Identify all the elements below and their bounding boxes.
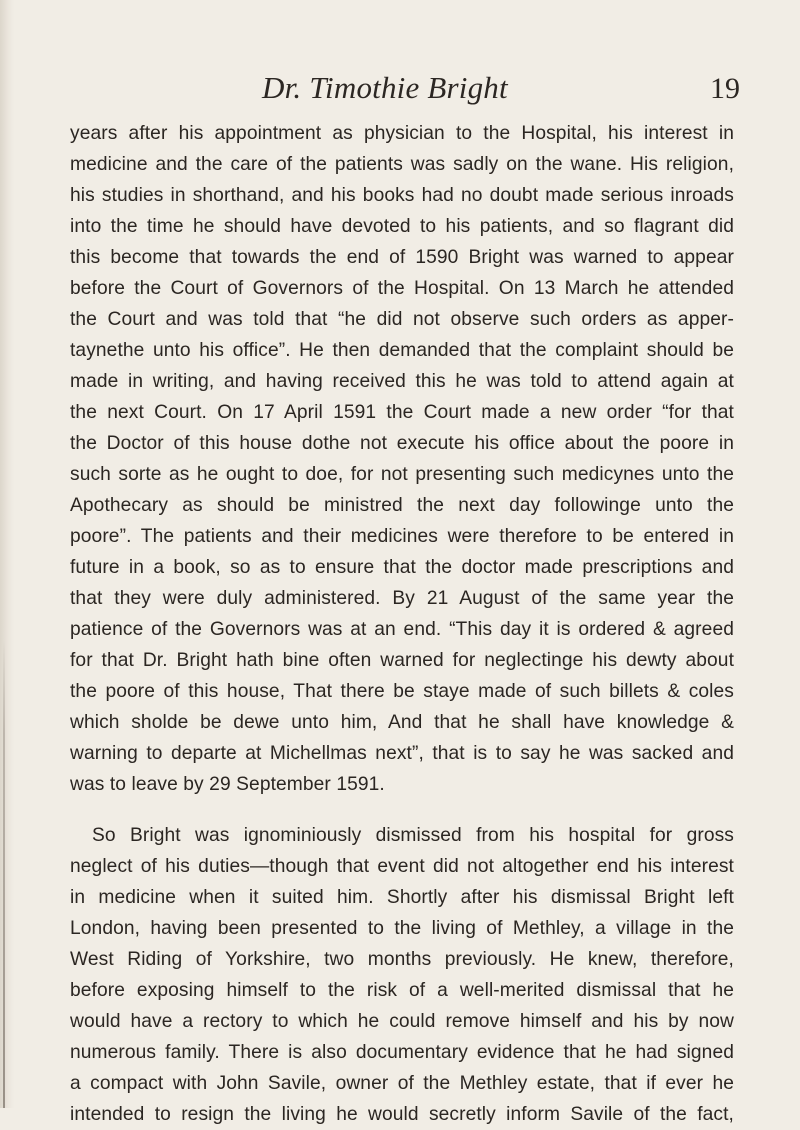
text-line: into the time he should have devoted to his patients, and so flagrant did xyxy=(70,216,734,237)
text-line: which sholde be dewe unto him, And that he shall have knowledge & xyxy=(70,712,734,733)
text-line: that they were duly administered. By 21 August of the same year the xyxy=(70,588,734,609)
running-head xyxy=(0,70,800,114)
text-line: patience of the Governors was at an end. “This day it is ordered & agreed xyxy=(70,619,734,640)
text-line: London, having been presented to the living of Methley, a village in the xyxy=(70,918,734,939)
text-line: a compact with John Savile, owner of the Methley estate, that if ever he xyxy=(70,1073,734,1094)
text-line: the poore of this house, That there be staye made of such billets & coles xyxy=(70,681,734,702)
text-line: taynethe unto his office”. He then demanded that the complaint should be xyxy=(70,340,734,361)
text-line: poore”. The patients and their medicines were therefore to be entered in xyxy=(70,526,734,547)
text-line: the Doctor of this house dothe not execute his office about the poore in xyxy=(70,433,734,454)
gutter-line xyxy=(3,640,5,1108)
paragraph xyxy=(70,820,734,1130)
paragraph xyxy=(70,118,734,800)
page-number: 19 xyxy=(710,72,740,105)
text-line: neglect of his duties—though that event did not altogether end his interest xyxy=(70,856,734,877)
paragraph-gap xyxy=(70,800,734,820)
text-line: before the Court of Governors of the Hospital. On 13 March he attended xyxy=(70,278,734,299)
text-line: West Riding of Yorkshire, two months previously. He knew, therefore, xyxy=(70,949,734,970)
text-line: before exposing himself to the risk of a well-merited dismissal that he xyxy=(70,980,734,1001)
text-line: future in a book, so as to ensure that the doctor made prescriptions and xyxy=(70,557,734,578)
text-line: intended to resign the living he would secretly inform Savile of the fact, xyxy=(70,1104,734,1125)
running-title: Dr. Timothie Bright xyxy=(262,70,508,105)
text-line: Apothecary as should be ministred the next day followinge unto the xyxy=(70,495,734,516)
body-text xyxy=(70,118,734,1130)
text-line: the next Court. On 17 April 1591 the Court made a new order “for that xyxy=(70,402,734,423)
text-line: such sorte as he ought to doe, for not presenting such medicynes unto the xyxy=(70,464,734,485)
text-line: in medicine when it suited him. Shortly after his dismissal Bright left xyxy=(70,887,734,908)
text-line: So Bright was ignominiously dismissed from his hospital for gross xyxy=(92,825,734,846)
text-line: made in writing, and having received this he was told to attend again at xyxy=(70,371,734,392)
text-line: warning to departe at Michellmas next”, that is to say he was sacked and xyxy=(70,743,734,764)
text-line: this become that towards the end of 1590 Bright was warned to appear xyxy=(70,247,734,268)
text-line: years after his appointment as physician to the Hospital, his interest in xyxy=(70,123,734,144)
text-line: the Court and was told that “he did not observe such orders as apper- xyxy=(70,309,734,330)
text-line: was to leave by 29 September 1591. xyxy=(70,774,385,795)
text-line: his studies in shorthand, and his books had no doubt made serious inroads xyxy=(70,185,734,206)
text-line: medicine and the care of the patients was sadly on the wane. His religion, xyxy=(70,154,734,175)
text-line: numerous family. There is also documentary evidence that he had signed xyxy=(70,1042,734,1063)
text-line: would have a rectory to which he could remove himself and his by now xyxy=(70,1011,734,1032)
text-line: for that Dr. Bright hath bine often warned for neglectinge his dewty about xyxy=(70,650,734,671)
